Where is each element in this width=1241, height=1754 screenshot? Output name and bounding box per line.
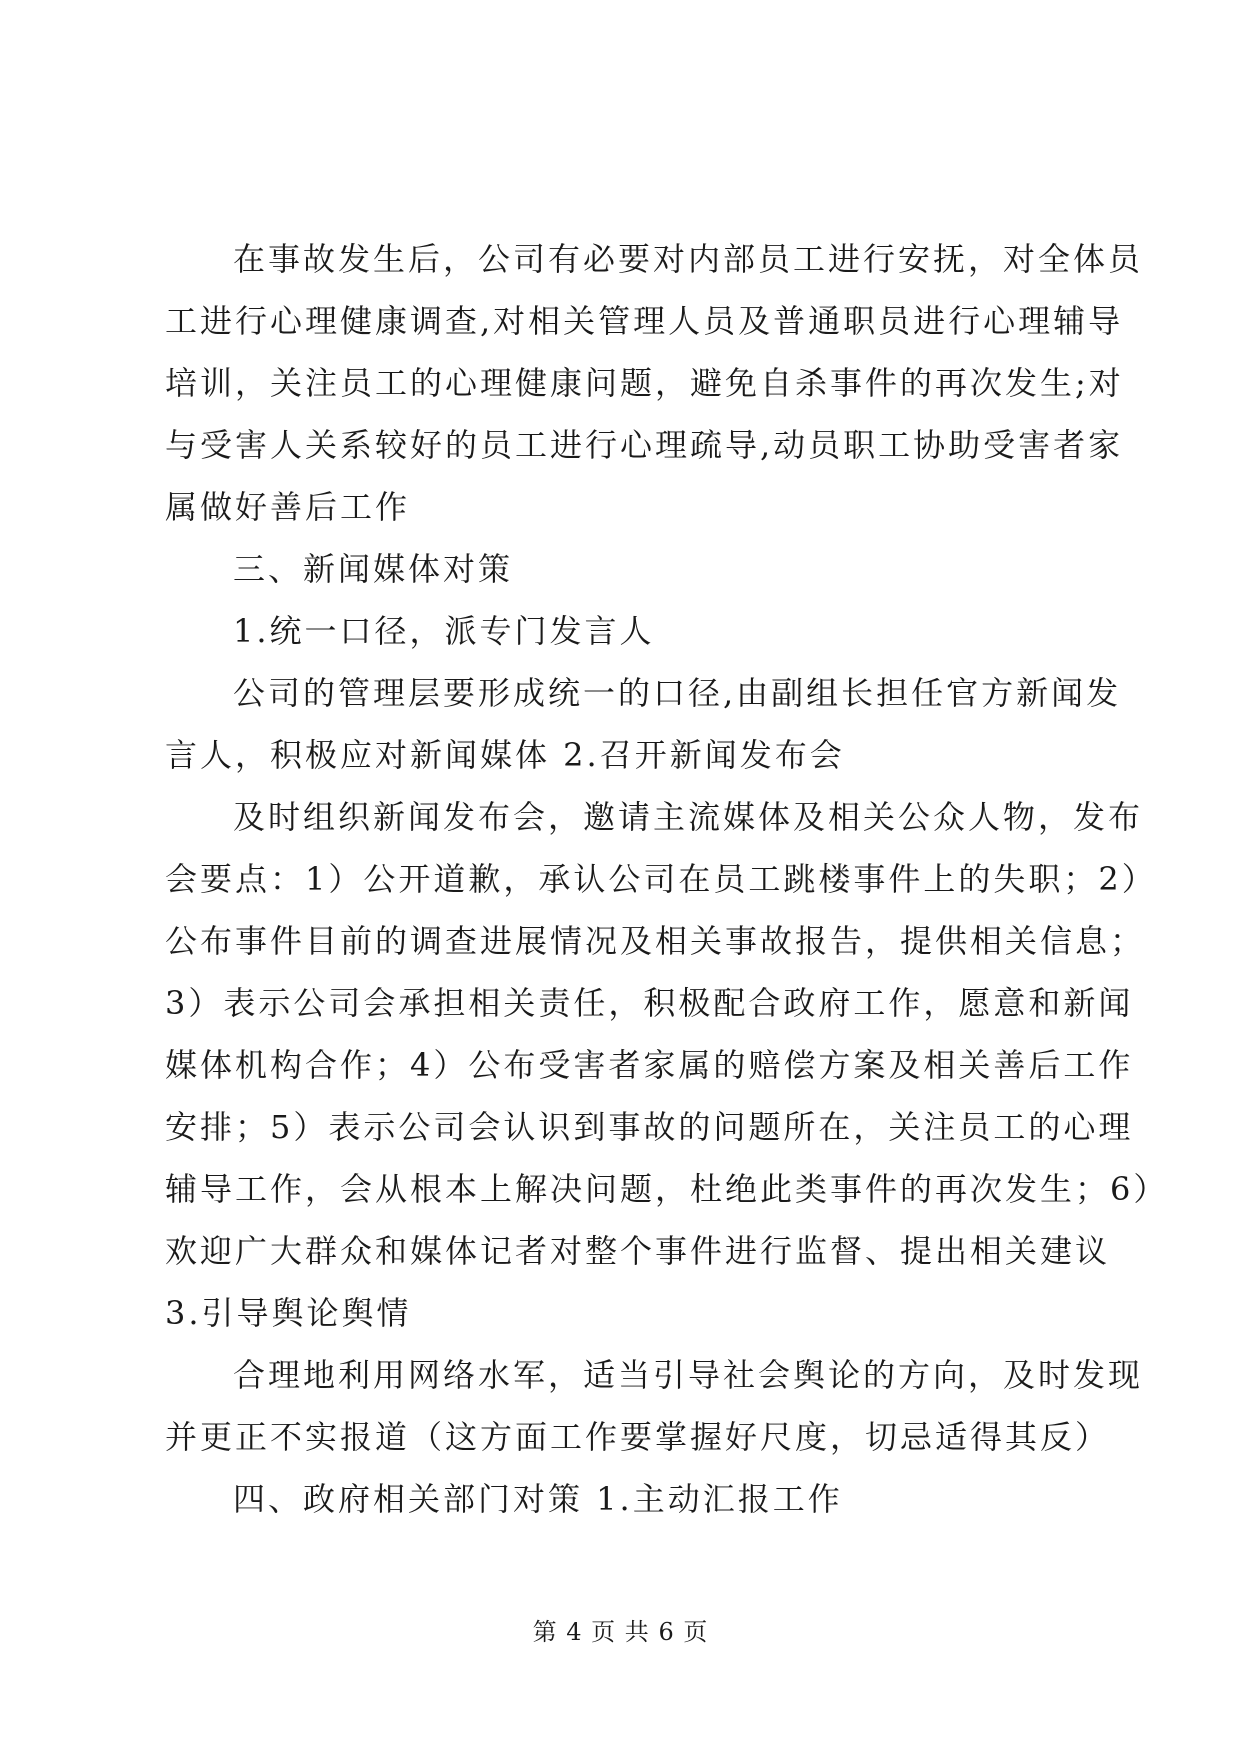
document-body (165, 228, 1169, 1530)
paragraph-line: 与受害人关系较好的员工进行心理疏导,动员职工协助受害者家 (165, 426, 1124, 464)
paragraph-line: 并更正不实报道（这方面工作要掌握好尺度，切忌适得其反） (165, 1418, 1111, 1456)
paragraph-line: 言人，积极应对新闻媒体 2.召开新闻发布会 (165, 736, 845, 774)
paragraph-line: 及时组织新闻发布会，邀请主流媒体及相关公众人物，发布 (233, 798, 1144, 836)
paragraph-line: 工进行心理健康调查,对相关管理人员及普通职员进行心理辅导 (165, 302, 1124, 340)
section-heading: 三、新闻媒体对策 (233, 550, 514, 588)
paragraph-line: 会要点：1）公开道歉，承认公司在员工跳楼事件上的失职；2） (165, 860, 1157, 898)
paragraph-line: 合理地利用网络水军，适当引导社会舆论的方向，及时发现 (233, 1356, 1144, 1394)
paragraph-line: 公司的管理层要形成统一的口径,由副组长担任官方新闻发 (233, 674, 1122, 712)
paragraph-line: 属做好善后工作 (165, 488, 411, 526)
paragraph-line: 3）表示公司会承担相关责任，积极配合政府工作，愿意和新闻 (165, 984, 1134, 1022)
paragraph-line: 培训，关注员工的心理健康问题，避免自杀事件的再次发生;对 (165, 364, 1124, 402)
subsection-heading: 3.引导舆论舆情 (165, 1294, 412, 1332)
paragraph-line: 在事故发生后，公司有必要对内部员工进行安抚，对全体员 (233, 240, 1144, 278)
section-heading: 四、政府相关部门对策 1.主动汇报工作 (233, 1480, 843, 1518)
paragraph-line: 辅导工作，会从根本上解决问题，杜绝此类事件的再次发生；6） (165, 1170, 1169, 1208)
page-number-footer: 第 4 页 共 6 页 (532, 1618, 709, 1646)
paragraph-line: 媒体机构合作；4）公布受害者家属的赔偿方案及相关善后工作 (165, 1046, 1134, 1084)
paragraph-line: 欢迎广大群众和媒体记者对整个事件进行监督、提出相关建议 (165, 1232, 1111, 1270)
subsection-heading: 1.统一口径，派专门发言人 (233, 612, 655, 650)
paragraph-line: 安排；5）表示公司会认识到事故的问题所在，关注员工的心理 (165, 1108, 1134, 1146)
paragraph-line: 公布事件目前的调查进展情况及相关事故报告，提供相关信息； (165, 922, 1146, 960)
